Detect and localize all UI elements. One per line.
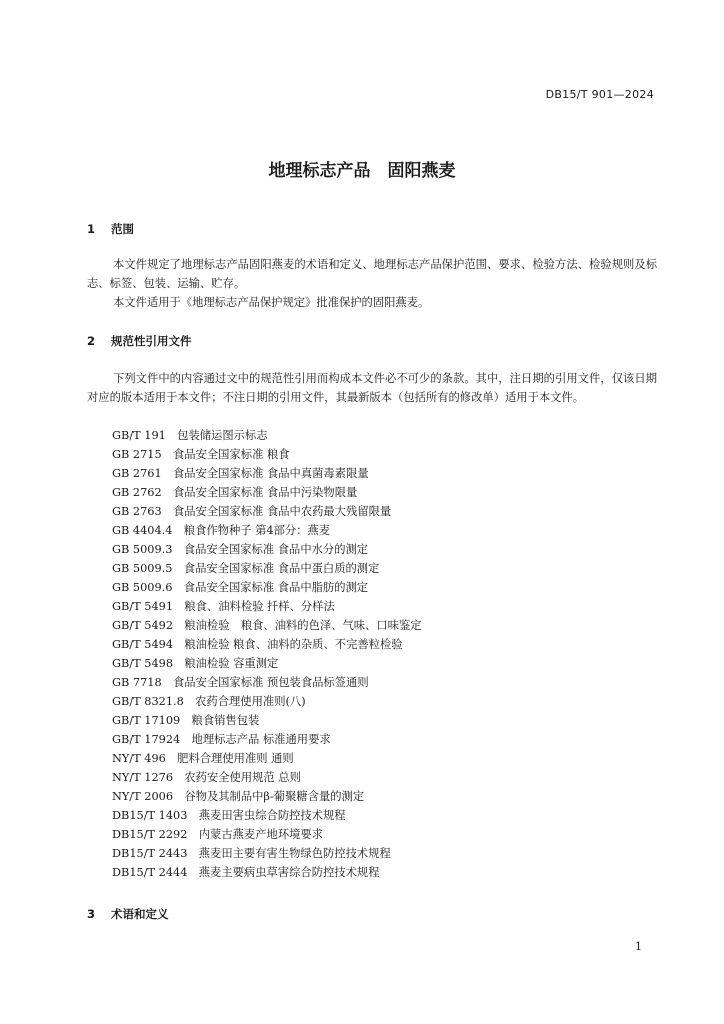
- reference-code: GB/T 8321.8: [112, 695, 184, 708]
- section-heading-normative-references: [87, 333, 192, 349]
- reference-title: 食品安全国家标准 食品中水分的测定: [183, 543, 369, 556]
- reference-code: GB/T 17109: [112, 714, 181, 727]
- reference-code: GB/T 5498: [112, 657, 174, 670]
- reference-item: [112, 445, 422, 464]
- reference-item: [112, 806, 422, 825]
- reference-title: 粮食销售包装: [191, 714, 260, 727]
- reference-title: 包装储运图示标志: [177, 429, 268, 442]
- reference-title: 燕麦田主要有害生物绿色防控技术规程: [198, 847, 391, 860]
- reference-title: 内蒙古燕麦产地环境要求: [198, 828, 324, 841]
- reference-code: GB/T 5494: [112, 638, 174, 651]
- reference-title: 食品安全国家标准 食品中脂肪的测定: [183, 581, 369, 594]
- standard-code: DB15/T 901—2024: [545, 88, 654, 101]
- reference-item: [112, 597, 422, 616]
- reference-code: GB 2762: [112, 486, 162, 499]
- reference-code: NY/T 2006: [112, 790, 174, 803]
- reference-code: NY/T 496: [112, 752, 166, 765]
- reference-item: [112, 635, 422, 654]
- section-heading-terms: [87, 906, 169, 922]
- reference-item: [112, 673, 422, 692]
- reference-title: 食品安全国家标准 食品中农药最大残留限量: [172, 505, 392, 518]
- section-number: 2: [87, 334, 96, 348]
- reference-title: 农药合理使用准则(八): [195, 695, 306, 708]
- reference-item: [112, 483, 422, 502]
- reference-item: [112, 464, 422, 483]
- reference-item: [112, 730, 422, 749]
- section-number: 1: [87, 222, 96, 236]
- section-title: 规范性引用文件: [111, 334, 192, 348]
- reference-list: [112, 426, 422, 882]
- reference-title: 食品安全国家标准 食品中污染物限量: [172, 486, 358, 499]
- reference-title: 粮油检验 容重测定: [184, 657, 279, 670]
- reference-title: 谷物及其制品中β-葡聚糖含量的测定: [184, 790, 365, 803]
- reference-title: 肥料合理使用准则 通则: [177, 752, 294, 765]
- reference-title: 食品安全国家标准 食品中真菌毒素限量: [172, 467, 369, 480]
- reference-item: [112, 559, 422, 578]
- scope-paragraph-2: 本文件适用于《地理标志产品保护规定》批准保护的固阳燕麦。: [113, 296, 430, 309]
- reference-title: 粮油检验 粮食、油料的色泽、气味、口味鉴定: [184, 619, 422, 632]
- document-title: 地理标志产品 固阳燕麦: [268, 161, 456, 181]
- reference-title: 地理标志产品 标准通用要求: [191, 733, 331, 746]
- reference-title: 食品安全国家标准 预包装食品标签通则: [172, 676, 369, 689]
- section-title: 范围: [111, 222, 135, 236]
- reference-title: 粮食作物种子 第4部分：燕麦: [183, 524, 331, 537]
- reference-title: 食品安全国家标准 粮食: [172, 448, 290, 461]
- reference-item: [112, 502, 422, 521]
- reference-item: [112, 616, 422, 635]
- reference-code: GB/T 5492: [112, 619, 174, 632]
- reference-item: [112, 426, 422, 445]
- reference-title: 燕麦主要病虫草害综合防控技术规程: [198, 866, 380, 879]
- section-heading-scope: [87, 221, 134, 237]
- reference-title: 食品安全国家标准 食品中蛋白质的测定: [183, 562, 380, 575]
- reference-code: NY/T 1276: [112, 771, 174, 784]
- reference-item: [112, 711, 422, 730]
- reference-code: GB 2763: [112, 505, 162, 518]
- reference-item: [112, 540, 422, 559]
- reference-title: 农药安全使用规范 总则: [184, 771, 301, 784]
- reference-item: [112, 825, 422, 844]
- reference-title: 粮食、油料检验 扦样、分样法: [184, 600, 335, 613]
- reference-code: DB15/T 2444: [112, 866, 188, 879]
- reference-item: [112, 692, 422, 711]
- reference-code: DB15/T 2443: [112, 847, 188, 860]
- page-number: 1: [635, 940, 642, 953]
- reference-title: 粮油检验 粮食、油料的杂质、不完善粒检验: [184, 638, 403, 651]
- scope-paragraph-1: 本文件规定了地理标志产品固阳燕麦的术语和定义、地理标志产品保护范围、要求、检验方法、检验规则及标志、标签、包装、运输、贮存。: [87, 258, 657, 290]
- reference-code: GB/T 17924: [112, 733, 181, 746]
- reference-item: [112, 578, 422, 597]
- reference-code: DB15/T 2292: [112, 828, 188, 841]
- reference-code: GB 5009.6: [112, 581, 173, 594]
- reference-item: [112, 768, 422, 787]
- reference-code: GB 7718: [112, 676, 162, 689]
- section-number: 3: [87, 907, 96, 921]
- reference-code: GB/T 5491: [112, 600, 174, 613]
- reference-code: GB 5009.5: [112, 562, 173, 575]
- reference-code: GB 5009.3: [112, 543, 173, 556]
- reference-item: [112, 863, 422, 882]
- reference-item: [112, 749, 422, 768]
- reference-item: [112, 521, 422, 540]
- section-title: 术语和定义: [111, 907, 169, 921]
- reference-code: GB 4404.4: [112, 524, 173, 537]
- reference-item: [112, 787, 422, 806]
- reference-item: [112, 654, 422, 673]
- reference-code: GB 2715: [112, 448, 162, 461]
- reference-code: GB/T 191: [112, 429, 166, 442]
- references-intro-paragraph: 下列文件中的内容通过文中的规范性引用而构成本文件必不可少的条款。其中，注日期的引用文件，仅该日期对应的版本适用于本文件；不注日期的引用文件，其最新版本（包括所有的修改单）适用于本文件。: [87, 372, 657, 404]
- reference-code: DB15/T 1403: [112, 809, 188, 822]
- reference-title: 燕麦田害虫综合防控技术规程: [198, 809, 346, 822]
- reference-code: GB 2761: [112, 467, 162, 480]
- reference-item: [112, 844, 422, 863]
